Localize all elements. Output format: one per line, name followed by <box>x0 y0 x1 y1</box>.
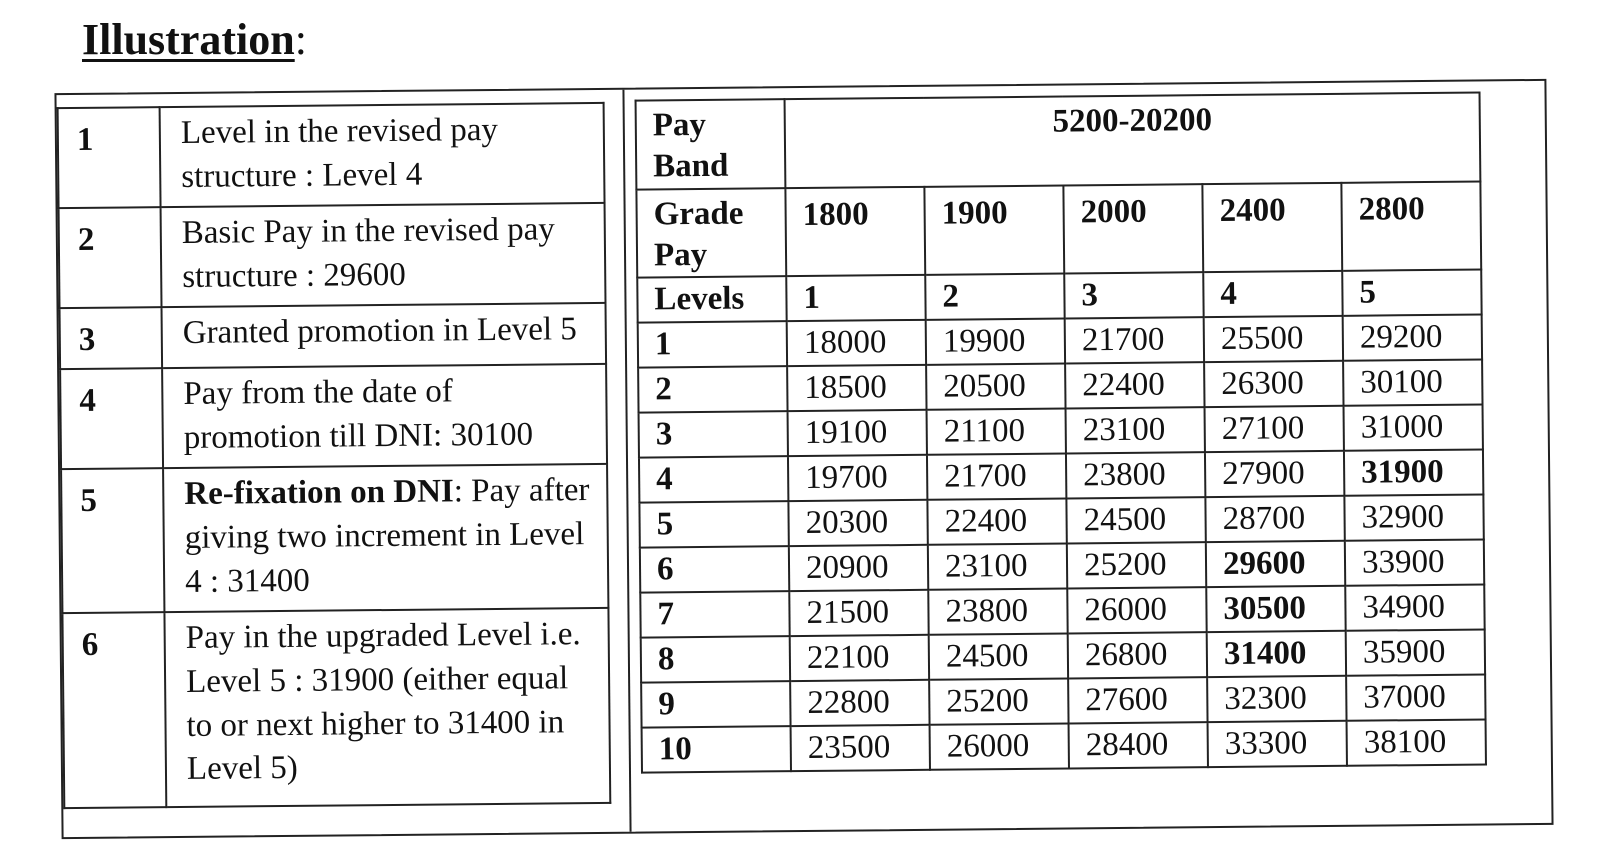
matrix-cell: 35900 <box>1346 629 1485 675</box>
matrix-row-number: 3 <box>639 411 788 457</box>
matrix-row-number: 10 <box>642 726 791 772</box>
step-number: 3 <box>60 307 163 370</box>
illustration-frame <box>54 79 1553 839</box>
matrix-cell: 33300 <box>1208 721 1347 767</box>
step-lead: Re-fixation on DNI <box>184 473 454 513</box>
page-heading <box>82 14 307 65</box>
matrix-cell: 23500 <box>791 725 930 771</box>
matrix-cell: 27100 <box>1205 406 1344 452</box>
grade-pay-label: Grade Pay <box>636 188 786 278</box>
matrix-cell: 23800 <box>928 588 1067 634</box>
matrix-cell: 31400 <box>1207 631 1346 677</box>
matrix-cell: 30100 <box>1343 359 1482 405</box>
matrix-cell: 23800 <box>1066 452 1205 498</box>
matrix-cell: 22100 <box>790 635 929 681</box>
level-number: 5 <box>1342 269 1481 315</box>
matrix-cell: 28400 <box>1069 722 1208 768</box>
level-number: 3 <box>1064 272 1203 318</box>
level-number: 4 <box>1203 271 1342 317</box>
matrix-row-number: 5 <box>639 501 788 547</box>
matrix-row-number: 7 <box>640 591 789 637</box>
matrix-cell: 19900 <box>926 318 1065 364</box>
matrix-cell: 21700 <box>1065 317 1204 363</box>
step-row <box>58 103 605 208</box>
matrix-cell: 27600 <box>1068 677 1207 723</box>
matrix-row <box>638 359 1482 412</box>
step-text: : Pay after giving two increment in Level 4 : 31400 <box>184 472 590 600</box>
matrix-cell: 20900 <box>789 545 928 591</box>
matrix-cell: 24500 <box>1066 497 1205 543</box>
matrix-row <box>641 674 1485 727</box>
step-text-container <box>163 464 608 612</box>
matrix-cell: 26300 <box>1204 361 1343 407</box>
step-number: 2 <box>59 207 162 308</box>
grade-pay-value: 2400 <box>1202 182 1342 272</box>
matrix-cell: 33900 <box>1345 539 1484 585</box>
matrix-row <box>638 314 1482 367</box>
grade-pay-value: 2000 <box>1063 184 1203 274</box>
matrix-cell: 25200 <box>1067 542 1206 588</box>
matrix-cell: 19100 <box>788 410 927 456</box>
matrix-row-number: 1 <box>638 321 787 367</box>
matrix-row <box>642 719 1486 772</box>
matrix-row <box>639 449 1483 502</box>
matrix-cell: 21700 <box>927 453 1066 499</box>
matrix-cell: 24500 <box>929 633 1068 679</box>
matrix-cell: 22800 <box>790 680 929 726</box>
matrix-row-number: 2 <box>638 366 787 412</box>
steps-table <box>57 102 612 809</box>
levels-row <box>637 269 1481 322</box>
matrix-cell: 18000 <box>787 320 926 366</box>
matrix-cell: 28700 <box>1205 496 1344 542</box>
levels-label: Levels <box>637 276 786 322</box>
step-number: 4 <box>60 369 163 470</box>
matrix-cell: 20300 <box>788 500 927 546</box>
matrix-row <box>640 584 1484 637</box>
matrix-cell: 27900 <box>1205 451 1344 497</box>
grade-pay-value: 1800 <box>785 186 925 276</box>
matrix-cell: 22400 <box>1065 362 1204 408</box>
matrix-cell: 19700 <box>788 455 927 501</box>
step-text: Pay in the upgraded Level i.e. <box>185 615 581 656</box>
grade-pay-value: 2800 <box>1341 181 1481 271</box>
matrix-row <box>639 404 1483 457</box>
grade-pay-value: 1900 <box>924 185 1064 275</box>
matrix-cell: 30500 <box>1206 586 1345 632</box>
step-number: 6 <box>62 612 166 808</box>
step-text: Level in the revised pay structure : Level 4 <box>160 103 605 207</box>
grade-pay-row <box>636 181 1481 278</box>
matrix-cell: 26000 <box>1067 587 1206 633</box>
matrix-cell: 29600 <box>1206 541 1345 587</box>
matrix-cell: 38100 <box>1347 719 1486 765</box>
pay-matrix-table <box>635 91 1487 773</box>
heading-colon: : <box>294 15 307 64</box>
matrix-cell: 18500 <box>787 365 926 411</box>
matrix-cell: 20500 <box>926 363 1065 409</box>
matrix-cell: 23100 <box>1066 407 1205 453</box>
step-row <box>61 464 608 613</box>
matrix-cell: 22400 <box>927 498 1066 544</box>
matrix-cell: 25500 <box>1204 316 1343 362</box>
matrix-row-number: 6 <box>640 546 789 592</box>
matrix-cell: 34900 <box>1345 584 1484 630</box>
step-text: Basic Pay in the revised pay structure : 29600 <box>161 203 606 307</box>
matrix-row-number: 8 <box>641 636 790 682</box>
heading-text: Illustration <box>82 15 295 64</box>
matrix-cell: 26800 <box>1068 632 1207 678</box>
step-row <box>62 608 610 809</box>
step-text: Pay from the date of promotion till DNI: 30100 <box>162 364 607 468</box>
step-text: Granted promotion in Level 5 <box>162 302 607 368</box>
matrix-cell: 25200 <box>929 678 1068 724</box>
matrix-cell: 37000 <box>1346 674 1485 720</box>
matrix-cell: 21100 <box>927 408 1066 454</box>
matrix-row-number: 9 <box>641 681 790 727</box>
matrix-cell: 23100 <box>928 543 1067 589</box>
pay-band-row <box>636 92 1481 189</box>
matrix-cell: 29200 <box>1343 314 1482 360</box>
matrix-cell: 26000 <box>930 723 1069 769</box>
step-row <box>60 364 607 469</box>
step-row <box>59 203 606 308</box>
step-number: 5 <box>61 468 164 613</box>
step-number: 1 <box>58 107 161 208</box>
column-divider <box>622 90 631 832</box>
pay-band-label: Pay Band <box>636 99 786 189</box>
level-number: 2 <box>925 273 1064 319</box>
matrix-cell: 21500 <box>789 590 928 636</box>
level-number: 1 <box>786 275 925 321</box>
step-text-continued: Level 5 : 31900 (either equal to or next higher to 31400 in Level 5) <box>185 659 569 788</box>
matrix-cell: 32300 <box>1207 676 1346 722</box>
matrix-row <box>639 494 1483 547</box>
matrix-cell: 31000 <box>1344 404 1483 450</box>
matrix-row-number: 4 <box>639 456 788 502</box>
step-row <box>60 302 607 369</box>
pay-band-value: 5200-20200 <box>785 92 1481 187</box>
matrix-row <box>641 629 1485 682</box>
step-text-container <box>164 608 610 808</box>
matrix-row <box>640 539 1484 592</box>
matrix-cell: 31900 <box>1344 449 1483 495</box>
matrix-cell: 32900 <box>1344 494 1483 540</box>
